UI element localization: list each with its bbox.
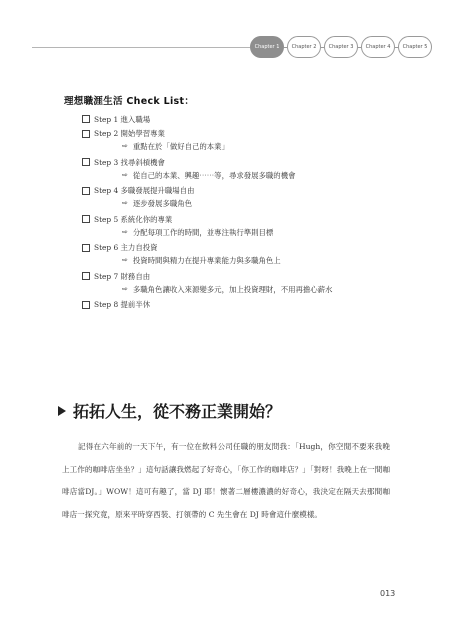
step-detail-text: 逐步發展多職角色 xyxy=(132,199,193,208)
header-rule xyxy=(32,47,250,48)
section-title: 拓拓人生，從不務正業開始？ xyxy=(73,402,282,421)
chapter-tab-3[interactable]: Chapter 3 xyxy=(324,36,358,58)
checklist-step-7[interactable] xyxy=(82,269,382,284)
step-label: Step 6 主力自投資 xyxy=(94,243,158,253)
chapter-tab-5[interactable]: Chapter 5 xyxy=(398,36,432,58)
page-number: 013 xyxy=(380,589,396,598)
step-detail-text: 從自己的本業、興趣⋯⋯等，尋求發展多職的機會 xyxy=(132,170,296,180)
arrow-right-icon: ⇨ xyxy=(122,199,128,207)
checklist xyxy=(82,112,382,312)
step-detail-text: 多職角色讓收入來源變多元，加上投資理財，不用再擔心薪水 xyxy=(132,284,333,294)
step-detail xyxy=(82,198,382,212)
step-label: Step 7 財務自由 xyxy=(94,271,151,281)
step-label: Step 5 系統化你的專業 xyxy=(94,214,173,224)
checklist-step-1[interactable] xyxy=(82,112,382,127)
chapter-nav xyxy=(250,36,432,58)
arrow-right-icon: ⇨ xyxy=(122,142,128,150)
chapter-tab-1[interactable]: Chapter 1 xyxy=(250,36,284,58)
checklist-step-4[interactable] xyxy=(82,184,382,199)
step-detail-text: 投資時間與精力在提升專業能力與多職角色上 xyxy=(132,256,281,265)
body-paragraph: 記得在六年前的一天下午，有一位在飲料公司任職的朋友問我：「Hugh，你空閒不要來我晚上工作的咖啡店坐坐？」這句話讓我燃起了好奇心，「你工作的咖啡店？」「對呀！我晚上在一間咖啡店當DJ。」WOW！這可有趣了，當 DJ 耶！懷著二層樓濃濃的好奇心，我決定在隔天去那間咖啡店一探究竟，原來平時穿西裝、打領帶的 C 先生會在 DJ 時會這什麼模樣。 xyxy=(62,442,390,519)
chapter-tab-2[interactable]: Chapter 2 xyxy=(287,36,321,58)
arrow-right-icon: ⇨ xyxy=(122,284,128,293)
checklist-step-6[interactable] xyxy=(82,241,382,256)
body-text xyxy=(62,436,390,526)
step-detail xyxy=(82,170,382,184)
checklist-step-2[interactable] xyxy=(82,127,382,142)
checkbox-icon[interactable] xyxy=(82,158,90,166)
checklist-title: 理想職涯生活 Check List： xyxy=(64,96,195,107)
arrow-right-icon: ⇨ xyxy=(122,170,128,179)
step-detail-text: 重點在於「做好自己的本業」 xyxy=(132,142,229,151)
checklist-step-8[interactable] xyxy=(82,298,382,313)
checkbox-icon[interactable] xyxy=(82,130,90,138)
step-label: Step 4 多職發展提升職場自由 xyxy=(94,186,195,196)
step-label: Step 1 進入職場 xyxy=(94,114,151,124)
checkbox-icon[interactable] xyxy=(82,272,90,280)
arrow-right-icon: ⇨ xyxy=(122,227,128,236)
chapter-tab-4[interactable]: Chapter 4 xyxy=(361,36,395,58)
play-triangle-icon xyxy=(58,406,66,416)
arrow-right-icon: ⇨ xyxy=(122,256,128,264)
checkbox-icon[interactable] xyxy=(82,301,90,309)
checklist-step-5[interactable] xyxy=(82,212,382,227)
step-detail xyxy=(82,227,382,241)
step-label: Step 2 開始學習專業 xyxy=(94,129,165,139)
step-detail xyxy=(82,255,382,269)
checkbox-icon[interactable] xyxy=(82,244,90,252)
step-detail-text: 分配每項工作的時間，並專注執行準則目標 xyxy=(132,227,274,237)
checkbox-icon[interactable] xyxy=(82,215,90,223)
section-heading xyxy=(58,399,281,422)
step-detail xyxy=(82,284,382,298)
step-detail xyxy=(82,141,382,155)
checkbox-icon[interactable] xyxy=(82,115,90,123)
step-label: Step 8 提前半休 xyxy=(94,300,151,310)
step-label: Step 3 找尋斜槓機會 xyxy=(94,157,165,167)
checklist-step-3[interactable] xyxy=(82,155,382,170)
checkbox-icon[interactable] xyxy=(82,187,90,195)
